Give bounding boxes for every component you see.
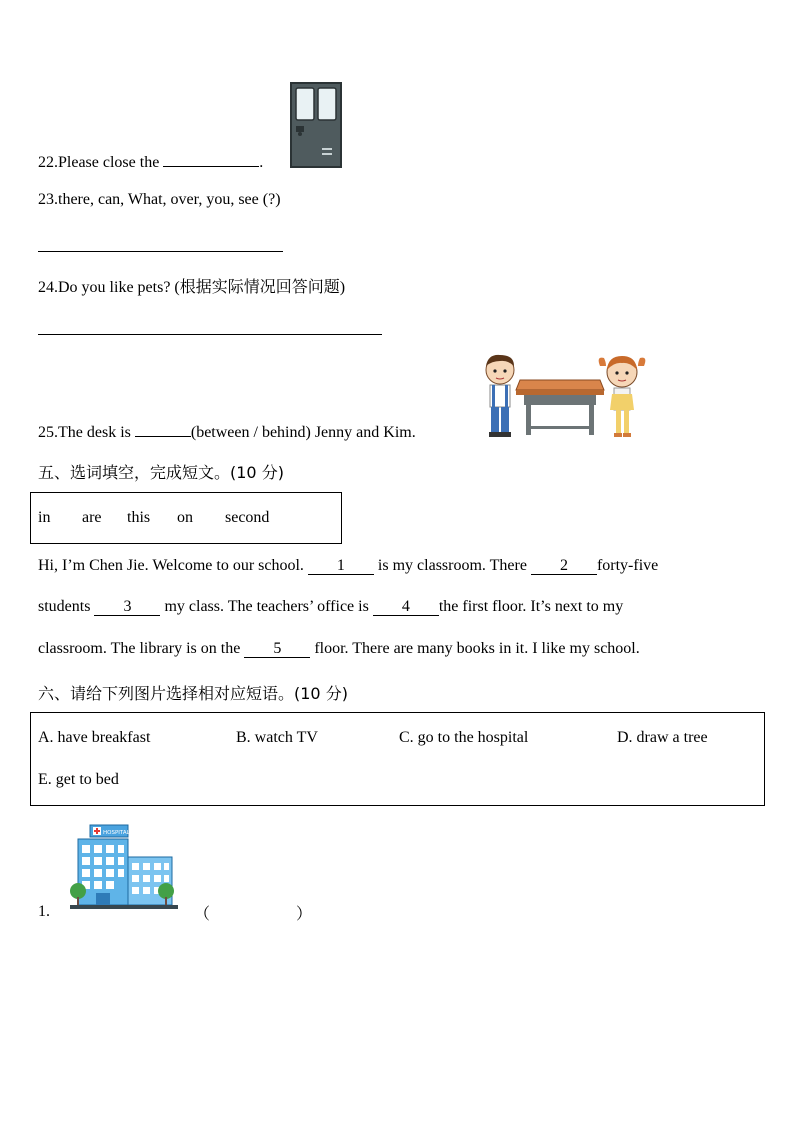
boy-figure — [486, 355, 514, 437]
options-box — [30, 712, 765, 806]
blank-number: 1 — [336, 557, 345, 574]
paren-close: ） — [296, 906, 313, 923]
question-24 — [38, 274, 345, 297]
passage-line-2 — [38, 598, 623, 616]
word-bank-item: in — [38, 509, 51, 526]
question-number: 24. — [38, 279, 58, 296]
period: . — [259, 154, 264, 171]
blank-number: 3 — [123, 598, 132, 615]
option-b: B. watch TV — [236, 729, 318, 746]
word-bank-item: on — [177, 509, 193, 526]
item-1-answer-paren[interactable] — [194, 901, 312, 924]
hospital-sign-text: HOSPITAL — [103, 830, 130, 836]
blank-number: 4 — [401, 598, 410, 615]
answer-line-23[interactable] — [38, 251, 283, 252]
blank-number: 5 — [273, 640, 282, 657]
item-1-number: 1. — [38, 903, 50, 920]
section-6-title: 六、请给下列图片选择相对应短语。(10 分) — [38, 684, 348, 703]
question-25 — [38, 422, 416, 442]
passage-text: forty-five — [596, 557, 659, 574]
question-text: Please close the — [58, 154, 160, 171]
girl-figure — [599, 356, 646, 437]
passage-text: my class. The teachers’ office is — [164, 598, 369, 615]
word-bank-item: second — [225, 509, 270, 526]
section-5-title: 五、选词填空，完成短文。(10 分) — [38, 463, 284, 482]
passage-line-3 — [38, 640, 640, 658]
passage-text: is my classroom. There — [377, 557, 527, 574]
answer-line-24[interactable] — [38, 334, 382, 335]
question-text-after: (between / behind) Jenny and Kim. — [190, 424, 416, 441]
question-text-before: The desk is — [58, 424, 131, 441]
passage-text: classroom. The library is on the — [38, 640, 241, 657]
word-bank-item: this — [127, 509, 151, 526]
question-23 — [38, 191, 281, 209]
question-number: 23. — [38, 191, 58, 208]
passage-text: students — [38, 598, 91, 615]
paren-open: （ — [194, 906, 211, 923]
kids-desk-image — [478, 352, 650, 440]
answer-blank[interactable] — [135, 422, 191, 437]
blank-number: 2 — [559, 557, 568, 574]
question-text: there, can, What, over, you, see (?) — [58, 191, 281, 208]
question-text: Do you like pets? (根据实际情况回答问题) — [58, 279, 346, 296]
option-a: A. have breakfast — [38, 729, 151, 746]
passage-blank-3[interactable] — [94, 599, 160, 616]
answer-blank[interactable] — [163, 152, 259, 167]
passage-blank-2[interactable] — [531, 558, 597, 575]
passage-text: Hi, I’m Chen Jie. Welcome to our school. — [38, 557, 304, 574]
question-22 — [38, 152, 263, 172]
passage-blank-4[interactable] — [373, 599, 439, 616]
passage-blank-1[interactable] — [308, 558, 374, 575]
passage-text: floor. There are many books in it. I like my school. — [314, 640, 640, 657]
question-number: 25. — [38, 424, 58, 441]
passage-text: the first floor. It’s next to my — [438, 598, 624, 615]
door-image — [290, 82, 342, 168]
option-d: D. draw a tree — [617, 729, 708, 746]
word-bank-item: are — [82, 509, 102, 526]
passage-line-1 — [38, 557, 658, 575]
desk-figure — [516, 380, 604, 435]
hospital-image — [70, 823, 180, 911]
option-c: C. go to the hospital — [399, 729, 529, 746]
option-e: E. get to bed — [38, 771, 119, 788]
passage-blank-5[interactable] — [244, 641, 310, 658]
question-number: 22. — [38, 154, 58, 171]
